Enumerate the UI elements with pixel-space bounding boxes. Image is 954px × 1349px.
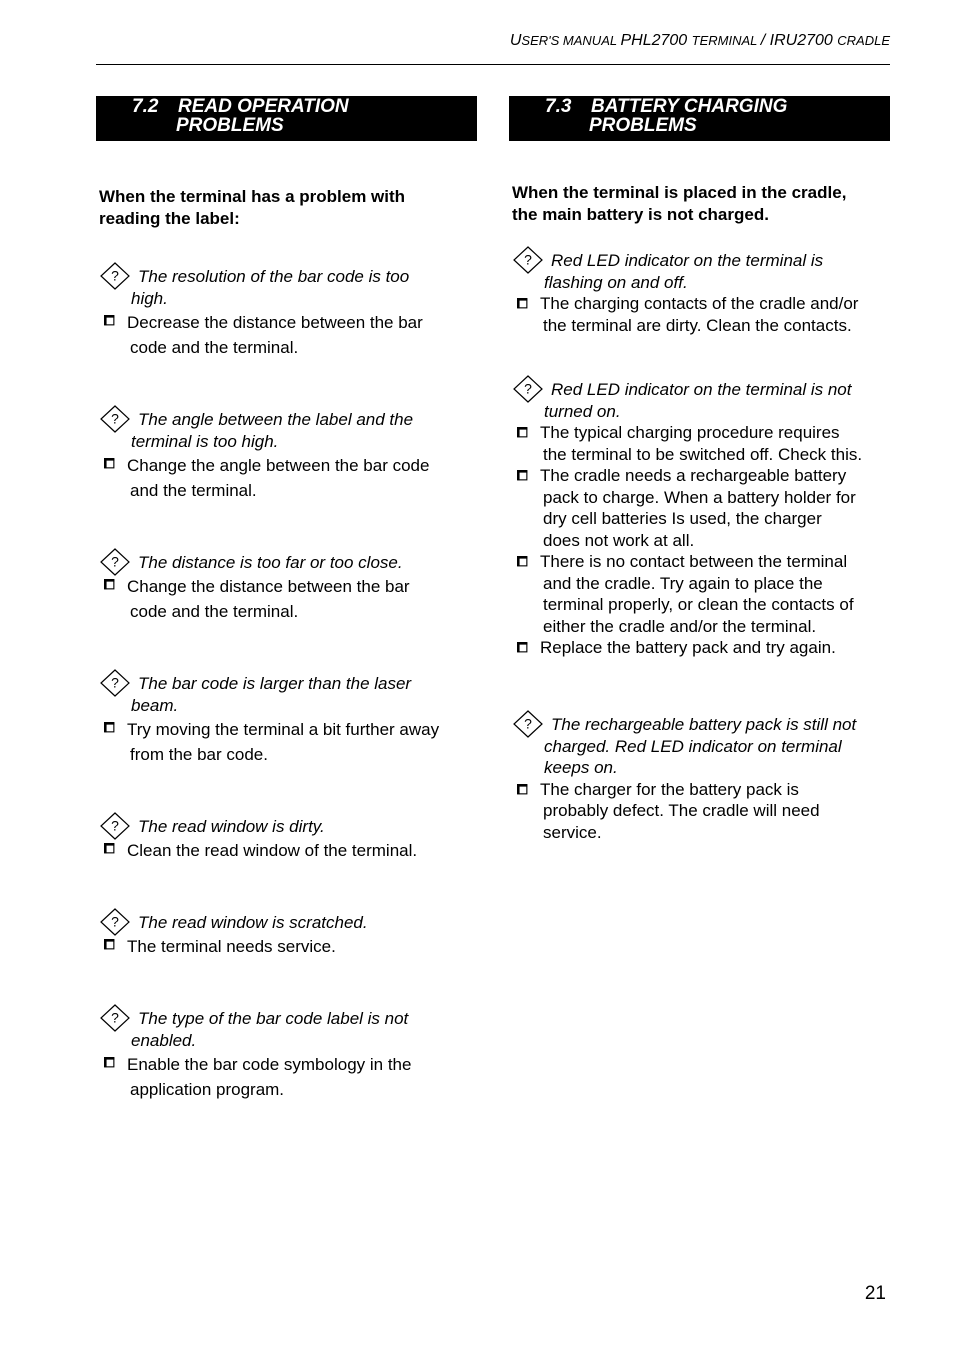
solution-text-line: The cradle needs a rechargeable battery — [540, 466, 847, 485]
problem-block — [96, 898, 477, 959]
problem-block — [96, 659, 477, 767]
section-title-line2: PROBLEMS — [589, 115, 697, 136]
solution-text-line: pack to charge. When a battery holder for — [543, 487, 856, 507]
problem-block — [96, 395, 477, 503]
solution-text-line: terminal properly, or clean the contacts of — [543, 595, 854, 614]
section-intro — [509, 182, 890, 226]
problem-text-line: flashing on and off. — [544, 272, 688, 292]
problem-text-line: The read window is dirty. — [138, 817, 325, 836]
problem-text-line: Red LED indicator on the terminal is — [551, 251, 824, 270]
intro-line: When the terminal has a problem with — [99, 187, 406, 206]
solution-item — [509, 637, 890, 659]
problem-text-line: The type of the bar code label is not — [138, 1009, 409, 1028]
solution-item — [96, 310, 477, 360]
solution-item — [96, 574, 477, 624]
problem-text-line: The distance is too far or too close. — [138, 553, 403, 572]
problem-statement — [96, 395, 477, 453]
solution-text-line: does not work at all. — [543, 530, 695, 550]
shadow-checkbox-icon — [517, 642, 529, 654]
section-number: 7.3 — [545, 96, 572, 117]
problem-text-line: terminal is too high. — [131, 432, 279, 451]
header-text-part: PHL2700 — [620, 32, 692, 49]
problem-statement — [509, 236, 890, 293]
problem-statement — [509, 700, 890, 779]
header-text-part: SER'S MANUAL — [521, 33, 621, 48]
section-number: 7.2 — [132, 96, 159, 117]
header-text-part: TERMINAL — [691, 33, 761, 48]
problem-statement — [96, 898, 477, 934]
solution-text-line: Change the distance between the bar — [127, 577, 410, 596]
solution-text-line: the terminal to be switched off. Check this. — [543, 444, 863, 464]
shadow-checkbox-icon — [104, 315, 116, 327]
solution-item — [509, 293, 890, 336]
shadow-checkbox-icon — [104, 579, 116, 591]
solution-text-line: the terminal are dirty. Clean the contacts. — [543, 315, 852, 335]
problem-block — [96, 252, 477, 360]
solution-text-line: application program. — [130, 1080, 285, 1099]
shadow-checkbox-icon — [104, 843, 116, 855]
header-text-part: U — [509, 32, 522, 49]
section-title-line1: BATTERY CHARGING — [591, 96, 788, 117]
solution-text-line: either the cradle and/or the terminal. — [543, 616, 817, 636]
problem-block — [509, 236, 890, 336]
solution-text-line: from the bar code. — [130, 745, 268, 764]
solution-text-line: service. — [543, 822, 602, 842]
problem-text-line: keeps on. — [544, 758, 618, 777]
page-number: 21 — [864, 1283, 886, 1304]
solution-item — [96, 934, 477, 959]
question-diamond-icon — [100, 668, 132, 700]
shadow-checkbox-icon — [104, 1057, 116, 1069]
problem-text-line: high. — [131, 289, 168, 308]
solution-text-line: probably defect. The cradle will need — [543, 801, 820, 820]
section-title-line2: PROBLEMS — [176, 115, 284, 136]
problem-text-line: turned on. — [544, 401, 621, 421]
problem-text-line: The bar code is larger than the laser — [138, 674, 412, 693]
problem-statement — [96, 802, 477, 838]
question-diamond-icon — [513, 374, 545, 406]
problem-text-line: The resolution of the bar code is too — [138, 267, 410, 286]
svg-text:?: ? — [111, 1009, 119, 1026]
solution-text-line: The terminal needs service. — [127, 937, 336, 956]
solution-item — [509, 779, 890, 844]
solution-text-line: Try moving the terminal a bit further away — [127, 720, 440, 739]
solution-item — [509, 551, 890, 637]
solution-item — [509, 465, 890, 551]
question-diamond-icon — [513, 245, 545, 277]
problem-text-line: The rechargeable battery pack is still not — [551, 715, 857, 734]
shadow-checkbox-icon — [517, 784, 529, 796]
shadow-checkbox-icon — [104, 722, 116, 734]
problem-text-line: beam. — [131, 696, 179, 715]
running-header — [96, 30, 890, 65]
intro-line: the main battery is not charged. — [512, 205, 769, 224]
svg-text:?: ? — [524, 251, 532, 268]
problem-block — [509, 365, 890, 659]
solution-text-line: code and the terminal. — [130, 602, 299, 621]
solution-text-line: The typical charging procedure requires — [540, 423, 840, 442]
problem-statement — [96, 659, 477, 717]
svg-text:?: ? — [111, 817, 119, 834]
section-title-bar — [509, 96, 890, 141]
svg-text:?: ? — [111, 553, 119, 570]
shadow-checkbox-icon — [517, 470, 529, 482]
problem-text-line: enabled. — [131, 1031, 197, 1050]
solution-text-line: and the cradle. Try again to place the — [543, 573, 823, 593]
header-text-part: CRADLE — [837, 33, 890, 48]
question-diamond-icon — [513, 709, 545, 741]
problem-block — [96, 802, 477, 863]
problem-text-line: The angle between the label and the — [138, 410, 414, 429]
solution-text-line: Replace the battery pack and try again. — [540, 638, 836, 657]
problem-text-line: The read window is scratched. — [138, 913, 368, 932]
shadow-checkbox-icon — [104, 458, 116, 470]
solution-item — [96, 717, 477, 767]
section-intro — [96, 186, 477, 230]
problem-statement — [96, 538, 477, 574]
shadow-checkbox-icon — [517, 298, 529, 310]
problem-block — [96, 994, 477, 1102]
problem-statement — [96, 994, 477, 1052]
problem-block — [509, 700, 890, 843]
solution-text-line: Change the angle between the bar code — [127, 456, 430, 475]
section-read-operation-problems — [96, 96, 477, 1099]
solution-text-line: Enable the bar code symbology in the — [127, 1055, 412, 1074]
question-diamond-icon — [100, 1003, 132, 1035]
problem-statement — [509, 365, 890, 422]
problem-text-line: charged. Red LED indicator on terminal — [544, 736, 842, 756]
section-title-line1: READ OPERATION — [178, 96, 349, 117]
solution-text-line: The charger for the battery pack is — [540, 779, 799, 799]
solution-text-line: and the terminal. — [130, 481, 257, 500]
shadow-checkbox-icon — [517, 427, 529, 439]
solution-text-line: There is no contact between the terminal — [540, 552, 848, 571]
svg-text:?: ? — [111, 410, 119, 427]
svg-text:?: ? — [524, 380, 532, 397]
problem-statement — [96, 252, 477, 310]
section-title-bar — [96, 96, 477, 141]
svg-text:?: ? — [111, 913, 119, 930]
solution-item — [96, 1052, 477, 1102]
intro-line: reading the label: — [99, 209, 240, 228]
svg-text:?: ? — [111, 267, 119, 284]
section-battery-charging-problems — [509, 96, 890, 842]
problem-block — [96, 538, 477, 624]
solution-item — [96, 453, 477, 503]
intro-line: When the terminal is placed in the cradle, — [512, 183, 847, 202]
shadow-checkbox-icon — [104, 939, 116, 951]
problem-text-line: Red LED indicator on the terminal is not — [551, 380, 852, 399]
shadow-checkbox-icon — [517, 556, 529, 568]
solution-text-line: The charging contacts of the cradle and/or — [540, 294, 859, 313]
question-diamond-icon — [100, 261, 132, 293]
solution-text-line: dry cell batteries Is used, the charger — [543, 509, 822, 528]
solution-text-line: Clean the read window of the terminal. — [127, 841, 418, 860]
solution-text-line: code and the terminal. — [130, 338, 299, 357]
header-text-part: / IRU2700 — [760, 32, 838, 49]
solution-text-line: Decrease the distance between the bar — [127, 313, 423, 332]
svg-text:?: ? — [111, 674, 119, 691]
svg-text:?: ? — [524, 715, 532, 732]
solution-item — [509, 422, 890, 465]
solution-item — [96, 838, 477, 863]
question-diamond-icon — [100, 404, 132, 436]
